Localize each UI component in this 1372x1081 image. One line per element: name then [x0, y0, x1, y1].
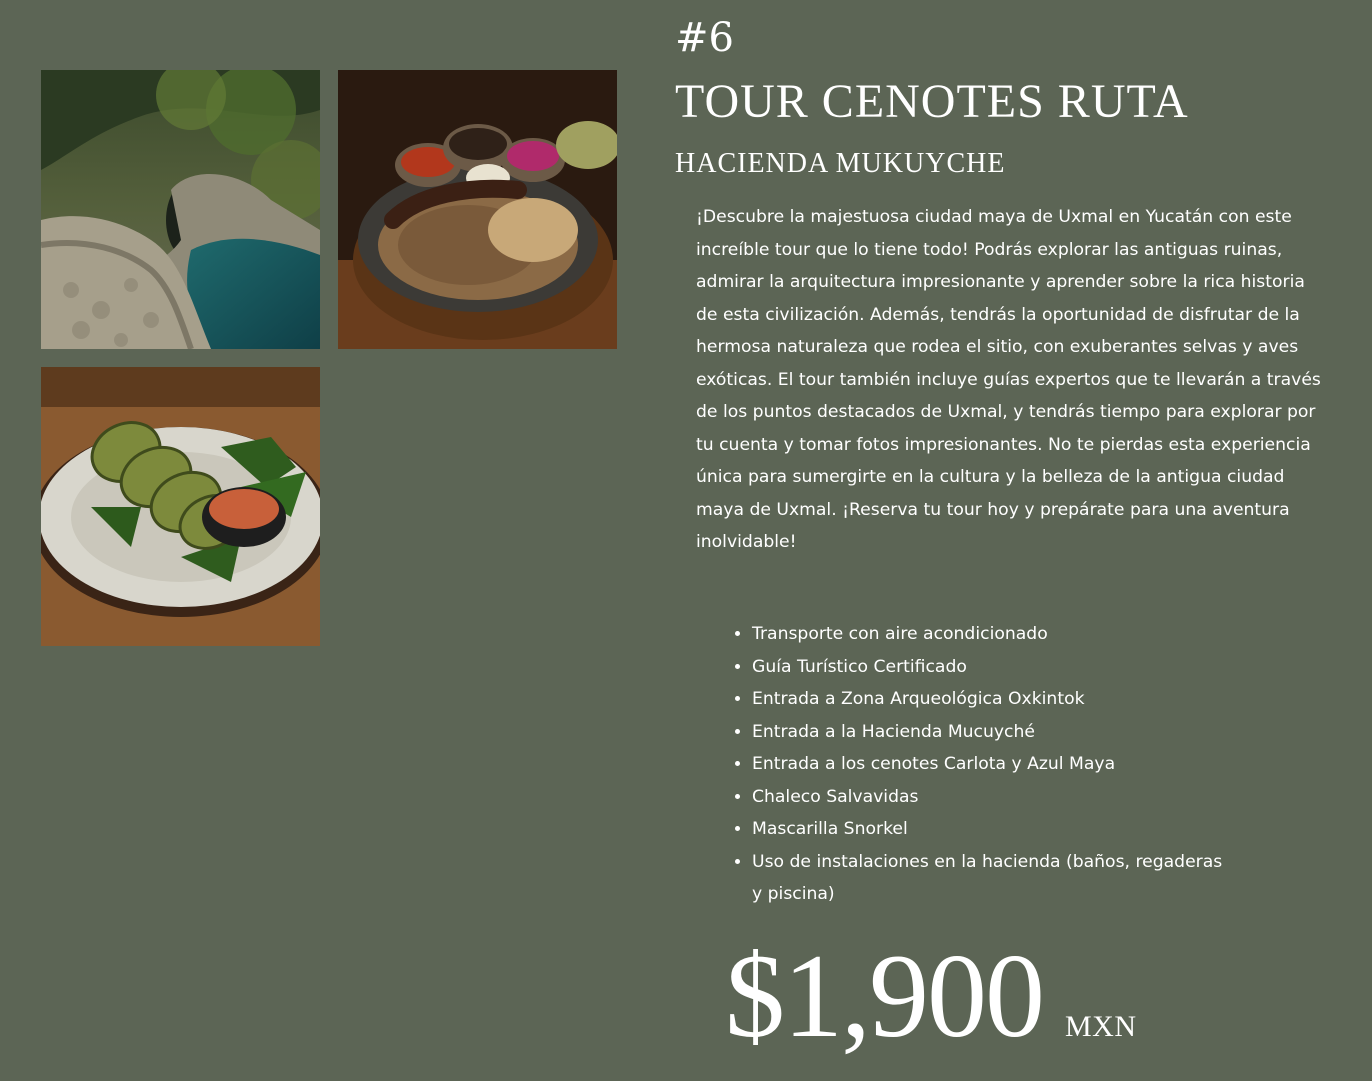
tour-description: ¡Descubre la majestuosa ciudad maya de Uxmal en Yucatán con este increíble tour que lo tiene todo! Podrás explorar las antiguas ruinas, admirar la arquitectura impresionante y aprender sobre la rica historia de esta civilización. Además, tendrás la oportunidad de disfrutar de la hermosa naturaleza que rodea el sitio, con exuberantes selvas y aves exóticas. El tour también incluye guías expertos que te llevarán a través de los puntos destacados de Uxmal, y tendrás tiempo para explorar por tu cuenta y tomar fotos impresionantes. No te pierdas esta experiencia única para sumergirte en la cultura y la belleza de la antigua ciudad maya de Uxmal. ¡Reserva tu tour hoy y prepárate para una aventura inolvidable! [696, 207, 1321, 552]
tour-subtitle: HACIENDA MUKUYCHE [675, 148, 1006, 179]
price-currency: MXN [1065, 1010, 1137, 1043]
includes-list [696, 618, 1232, 911]
cenote-cave-photo[interactable] [41, 70, 320, 349]
stuffed-tortillas-plate-photo[interactable] [41, 367, 320, 646]
tour-title: TOUR CENOTES RUTA [675, 75, 1189, 128]
meat-platter-photo[interactable] [338, 70, 617, 349]
includes-item: • Entrada a los cenotes Carlota y Azul Maya [752, 748, 1232, 781]
includes-item: • Transporte con aire acondicionado [752, 618, 1232, 651]
includes-item: • Mascarilla Snorkel [752, 813, 1232, 846]
tour-number: #6 [675, 15, 734, 61]
includes-item: • Entrada a Zona Arqueológica Oxkintok [752, 683, 1232, 716]
price-amount: $1,900 [725, 929, 1043, 1062]
includes-item: • Uso de instalaciones en la hacienda (baños, regaderas y piscina) [752, 846, 1232, 911]
price [725, 926, 1137, 1066]
includes-item: • Guía Turístico Certificado [752, 651, 1232, 684]
includes-item: • Chaleco Salvavidas [752, 781, 1232, 814]
includes-item: • Entrada a la Hacienda Mucuyché [752, 716, 1232, 749]
